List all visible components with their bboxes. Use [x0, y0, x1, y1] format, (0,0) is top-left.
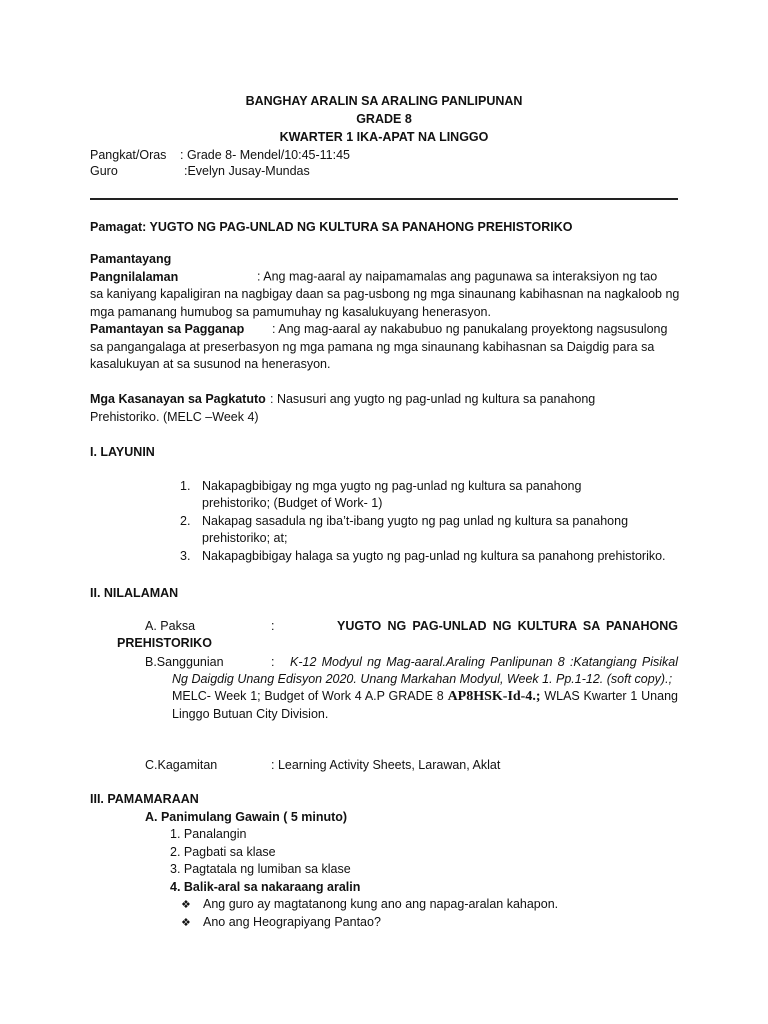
sanggunian-line: MELC- Week 1; Budget of Work 4 A.P GRADE 8 AP8HSK-Id-4.; WLAS Kwarter 1 Unang [172, 689, 678, 704]
bullet-item: ❖ Ang guro ay magtatanong kung ano ang napag-aralan kahapon. [181, 896, 558, 914]
pangkat-label: Pangkat/Oras [90, 148, 167, 162]
pamamaraan-heading: III. PAMAMARAAN [90, 792, 199, 806]
pagganap-line: kasalukuyan at sa susunod na henerasyon. [90, 357, 331, 372]
kagamitan-value: : Learning Activity Sheets, Larawan, Aklat [271, 758, 501, 772]
sanggunian-line: K-12 Modyul ng Mag-aaral.Araling Panlipunan 8 :Katangiang Pisikal [290, 655, 678, 669]
panimulang-gawain: A. Panimulang Gawain ( 5 minuto) [145, 810, 348, 824]
step-item: 2. Pagbati sa klase [170, 845, 276, 859]
layunin-item: 1. Nakapagbibigay ng mga yugto ng pag-unlad ng kultura sa panahong [180, 479, 582, 493]
layunin-item-cont: prehistoriko; (Budget of Work- 1) [202, 496, 383, 510]
pamagat: Pamagat: YUGTO NG PAG-UNLAD NG KULTURA SA PANAHONG PREHISTORIKO [90, 220, 573, 234]
doc-title: BANGHAY ARALIN SA ARALING PANLIPUNAN [245, 94, 523, 108]
pangnilalaman-line: : Ang mag-aaral ay naipamamalas ang pagunawa sa interaksiyon ng tao [257, 269, 658, 284]
pamantayan-sa-pagganap [90, 321, 680, 374]
pangnilalaman-label: Pamantayang Pangnilalaman [90, 252, 179, 284]
guro-label: Guro [90, 164, 118, 178]
sanggunian-line: Ng Daigdig Unang Edisyon 2020. Unang Markahan Modyul, Week 1. Pp.1-12. (soft copy).; [172, 672, 673, 686]
step-item: 4. Balik-aral sa nakaraang aralin [170, 880, 361, 894]
paksa-label: A. Paksa [145, 619, 196, 633]
header-divider [90, 198, 678, 200]
kasanayan-line: Prehistoriko. (MELC –Week 4) [90, 409, 259, 424]
mga-kasanayan [90, 391, 680, 426]
layunin-heading: I. LAYUNIN [90, 445, 155, 459]
doc-quarter: KWARTER 1 IKA-APAT NA LINGGO [279, 130, 489, 144]
paksa-value: YUGTO NG PAG-UNLAD NG KULTURA SA PANAHONG [337, 619, 678, 633]
guro-value: :Evelyn Jusay-Mundas [184, 164, 310, 178]
kasanayan-line: : Nasusuri ang yugto ng pag-unlad ng kultura sa panahong [270, 392, 596, 406]
layunin-item-cont: prehistoriko; at; [202, 531, 288, 545]
pagganap-line: : Ang mag-aaral ay nakabubuo ng panukalang proyektong nagsusulong [272, 322, 668, 336]
pangnilalaman-line: sa kaniyang kapaligiran na nagbigay daan sa pag-usbong ng mga sinaunang kabihasnan na nagkaloob ng [90, 287, 680, 302]
step-item: 1. Panalangin [170, 827, 247, 841]
step-item: 3. Pagtatala ng lumiban sa klase [170, 862, 351, 876]
layunin-item: 3. Nakapagbibigay halaga sa yugto ng pag-unlad ng kultura sa panahong prehistoriko. [180, 549, 666, 563]
sanggunian-line: Linggo Butuan City Division. [172, 707, 329, 721]
pagganap-line: sa pangangalaga at preserbasyon ng mga pamana ng mga sinaunang kabihasnan sa Daigdig para sa [90, 339, 655, 354]
pagganap-label: Pamantayan sa Pagganap [90, 322, 245, 336]
melc-code: AP8HSK-Id-4.; [447, 689, 541, 704]
kagamitan-label: C.Kagamitan [145, 758, 218, 772]
kasanayan-label: Mga Kasanayan sa Pagkatuto [90, 392, 266, 406]
bullet-item: ❖ Ano ang Heograpiyang Pantao? [181, 914, 381, 932]
sanggunian-colon: : [271, 655, 275, 669]
pangnilalaman-line: mga pamanang humubog sa pamumuhay ng kasalukuyang henerasyon. [90, 304, 491, 319]
paksa-colon: : [271, 619, 275, 633]
nilalaman-heading: II. NILALAMAN [90, 586, 179, 600]
doc-grade: GRADE 8 [356, 112, 412, 126]
sanggunian-label: B.Sanggunian [145, 655, 224, 669]
pangkat-value: : Grade 8- Mendel/10:45-11:45 [180, 148, 351, 162]
diamond-bullet-icon: ❖ [181, 899, 191, 911]
diamond-bullet-icon: ❖ [181, 917, 191, 929]
pamantayang-pangnilalaman [90, 251, 680, 321]
layunin-item: 2. Nakapag sasadula ng iba’t-ibang yugto ng pag unlad ng kultura sa panahong [180, 514, 629, 528]
paksa-value-cont: PREHISTORIKO [117, 636, 212, 650]
